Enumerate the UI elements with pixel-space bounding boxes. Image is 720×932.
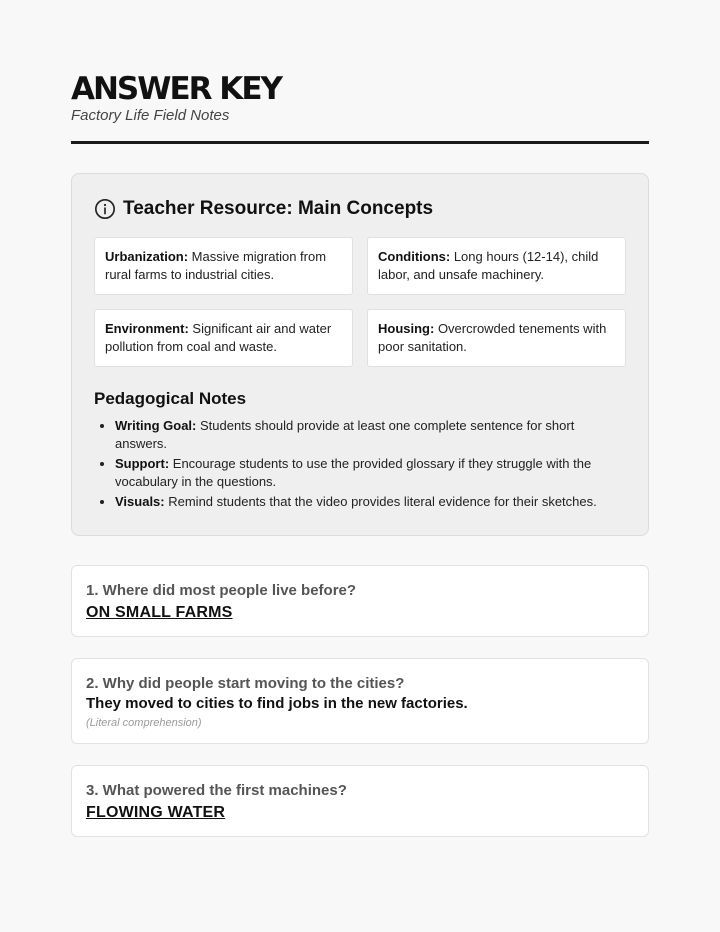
concept-card-housing bbox=[367, 309, 626, 367]
concept-term: Housing: bbox=[378, 321, 435, 336]
answer-note: (Literal comprehension) bbox=[86, 717, 202, 729]
note-term: Writing Goal: bbox=[115, 418, 197, 433]
page-subtitle: Factory Life Field Notes bbox=[71, 107, 230, 124]
note-text: Encourage students to use the provided glossary if they struggle with the vocabulary in the questions. bbox=[115, 456, 592, 489]
question-label: 2. Why did people start moving to the cities? bbox=[86, 675, 405, 692]
concept-text: Overcrowded tenements with poor sanitation. bbox=[378, 321, 607, 354]
note-text: Remind students that the video provides literal evidence for their sketches. bbox=[164, 494, 597, 509]
note-term: Visuals: bbox=[115, 494, 165, 509]
note-term: Support: bbox=[115, 456, 170, 471]
resource-title: Teacher Resource: Main Concepts bbox=[123, 198, 434, 219]
info-icon bbox=[94, 198, 116, 220]
concept-card-environment bbox=[94, 309, 353, 367]
teacher-resource-panel bbox=[71, 173, 649, 536]
pedagogical-notes-list bbox=[94, 417, 626, 511]
concept-term: Conditions: bbox=[378, 249, 451, 264]
resource-header bbox=[94, 196, 626, 222]
concept-card-conditions bbox=[367, 237, 626, 295]
concept-term: Urbanization: bbox=[105, 249, 189, 264]
pedagogical-notes-title: Pedagogical Notes bbox=[94, 389, 247, 408]
concept-text: Significant air and water pollution from coal and waste. bbox=[105, 321, 332, 354]
list-item bbox=[115, 455, 626, 491]
page-title: ANSWER KEY bbox=[71, 71, 281, 107]
header bbox=[71, 0, 649, 144]
question-card-2 bbox=[71, 658, 649, 744]
question-label: 1. Where did most people live before? bbox=[86, 582, 357, 599]
concept-text: Long hours (12-14), child labor, and unsafe machinery. bbox=[378, 249, 599, 282]
question-label: 3. What powered the first machines? bbox=[86, 782, 347, 799]
header-divider bbox=[71, 141, 649, 144]
question-card-3 bbox=[71, 765, 649, 837]
question-card-1 bbox=[71, 565, 649, 637]
answer-text: They moved to cities to find jobs in the new factories. bbox=[86, 695, 468, 712]
concept-card-urbanization bbox=[94, 237, 353, 295]
list-item bbox=[115, 417, 626, 453]
concept-term: Environment: bbox=[105, 321, 189, 336]
list-item bbox=[115, 493, 626, 511]
answer-text: ON SMALL FARMS bbox=[86, 604, 233, 621]
answer-text: FLOWING WATER bbox=[86, 804, 226, 821]
note-text: Students should provide at least one complete sentence for short answers. bbox=[115, 418, 575, 451]
concept-text: Massive migration from rural farms to industrial cities. bbox=[105, 249, 327, 282]
concept-grid bbox=[94, 237, 626, 367]
